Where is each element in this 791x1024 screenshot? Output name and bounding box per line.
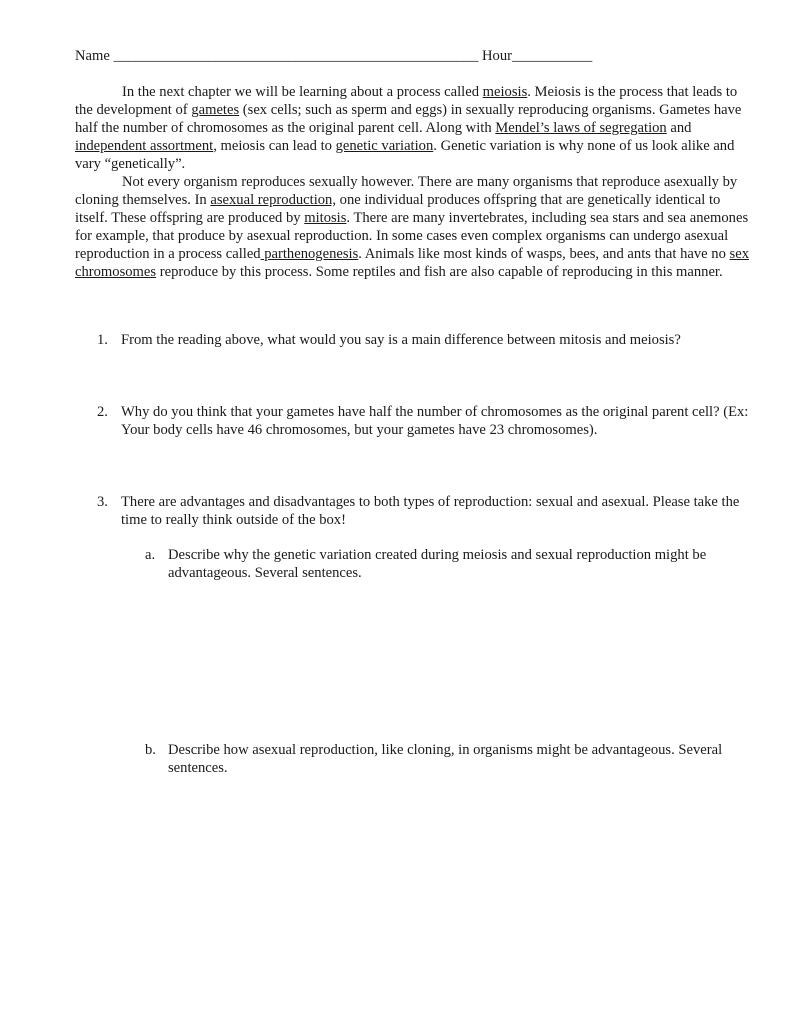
hour-blank[interactable]: ___________	[512, 48, 593, 64]
term-sex-chromosomes: sex chromosomes	[75, 246, 750, 280]
term-mitosis: mitosis	[304, 210, 347, 226]
subquestion-text: Describe why the genetic variation created during meiosis and sexual reproduction might be advantageous. Several sentences.	[168, 547, 707, 581]
reading-paragraph-2: Not every organism reproduces sexually however. There are many organisms that reproduce asexually by cloning themselves. In asexual reproduction, one individual produces offspring that are genetically identical to itself. These offspring are produced by mitosis. There are many invertebrates, including sea stars and sea anemones for example, that produce by asexual reproduction. In some cases even complex organisms can undergo asexual reproduction in a process called parthenogenesis. Animals like most kinds of wasps, bees, and ants that have no sex chromosomes reproduce by this process. Some reptiles and fish are also capable of reproducing in this manner.	[75, 174, 750, 280]
question-text: There are advantages and disadvantages to both types of reproduction: sexual and asexual. Please take the time to really think outside of the box!	[121, 494, 740, 528]
term-gametes: gametes	[191, 102, 240, 118]
subquestion-letter: b.	[145, 742, 156, 758]
subquestion-letter: a.	[145, 547, 156, 563]
question-text: From the reading above, what would you say is a main difference between mitosis and meiosis?	[121, 332, 681, 348]
term-parthenogenesis: parthenogenesis	[260, 246, 359, 262]
term-asexual-reproduction: asexual reproduction,	[210, 192, 336, 208]
question-text: Why do you think that your gametes have half the number of chromosomes as the original parent cell? (Ex: Your body cells have 46 chromosomes, but your gametes have 23 chromosomes).	[121, 404, 749, 438]
question-number: 2.	[97, 404, 108, 420]
subquestion-text: Describe how asexual reproduction, like cloning, in organisms might be advantageous. Several sentences.	[168, 742, 723, 776]
question-number: 3.	[97, 494, 108, 510]
term-genetic-variation: genetic variation	[335, 138, 434, 154]
question-number: 1.	[97, 332, 108, 348]
name-blank[interactable]: __________________________________________________	[113, 48, 479, 64]
term-meiosis: meiosis	[482, 84, 528, 100]
term-mendels-laws: Mendel’s laws of segregation	[495, 120, 667, 136]
name-label: Name	[75, 48, 110, 64]
reading-passage	[75, 83, 751, 281]
term-independent-assortment: independent assortment	[75, 138, 214, 154]
reading-paragraph-1: In the next chapter we will be learning about a process called meiosis. Meiosis is the process that leads to the development of gametes (sex cells; such as sperm and eggs) in sexually reproducing organisms. Gametes have half the number of chromosomes as the original parent cell. Along with Mendel’s laws of segregation and independent assortment, meiosis can lead to genetic variation. Genetic variation is why none of us look alike and vary “genetically”.	[75, 84, 742, 172]
hour-label: Hour	[482, 48, 513, 64]
name-hour-header	[75, 47, 592, 65]
